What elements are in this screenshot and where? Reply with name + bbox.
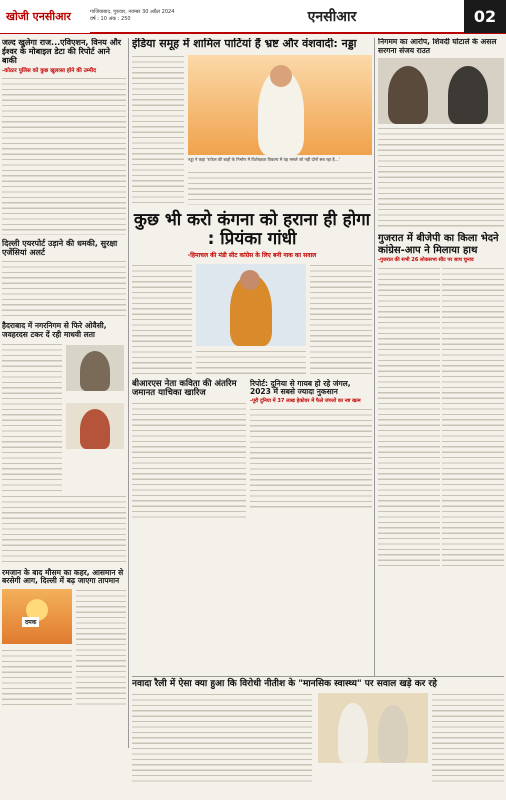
masthead-meta (90, 9, 200, 23)
forest-story (250, 380, 372, 508)
left-body-2 (2, 260, 126, 318)
left-body-4 (76, 589, 126, 709)
section-title: एनसीआर (307, 8, 357, 25)
nadda-body-1 (132, 55, 184, 205)
nadda-caption: नड्डा ने कहा 'राफेल की बाहों के निर्माण में विशेषज्ञता विकल्प में यह मसले जो नहीं दोनों सब रहा है...' (188, 156, 340, 162)
nitish-story-block (132, 693, 504, 785)
priyanka-photo (196, 264, 306, 346)
priyanka-headline: कुछ भी करो कंगना को हराना ही होगा : प्रियंका गांधी (133, 209, 371, 250)
kavitha-body (132, 402, 246, 520)
center-column (132, 38, 372, 748)
nitish-headline: नवादा रैली में ऐसा क्या हुआ कि विरोधी नीतीश के "मानसिक स्वास्थ्य" पर सवाल खड़े कर रहे (132, 679, 437, 689)
left-body-4b (2, 649, 72, 709)
left-headline-4: रमजान के बाद मौसम का कहर, आसमान से बरसेगी आग, दिल्ली में बढ़ जाएगा तापमान (2, 567, 124, 586)
masthead-issue: वर्ष : 10 अंक : 250 (90, 16, 131, 22)
forest-headline: रिपोर्ट: दुनिया से गायब हो रहे जंगल, 2023 में सबसे ज्यादा नुकसान (250, 378, 351, 397)
left-body-1 (2, 77, 126, 235)
nadda-photo (188, 55, 372, 155)
bottom-strip (132, 676, 504, 798)
nitish-photo (318, 693, 428, 763)
right-column (378, 38, 504, 748)
kavitha-story (132, 380, 246, 521)
priyanka-body-2 (196, 350, 306, 374)
right-body-2b (442, 267, 504, 567)
kavitha-headline: बीआरएस नेता कविता की अंतरिम जमानत याचिका खारिज (132, 378, 237, 399)
right-body-1 (378, 127, 504, 227)
left-headline-1: जल्द खुलेगा राज...एविएशन, विनय और ईश्वर के मोबाइल डेटा की रिपोर्ट आने बाकी (2, 38, 122, 66)
nadda-headline: इंडिया समूह में शामिल पार्टियां हैं भ्रष्ट और वंशवादी: नड्डा (132, 38, 357, 50)
forest-body (250, 408, 372, 508)
right-headline-1: निगमम का आरोप, शिवदी घोटाले के असल सरगना संजय राउत (378, 38, 497, 55)
priyanka-body-1 (132, 264, 192, 374)
left-story-4-block (2, 589, 126, 709)
lower-center-block (132, 380, 372, 530)
priyanka-subhead: -हिमाचल की मंडी सीट कांग्रेस के लिए बनी नाक का सवाल (187, 251, 317, 259)
masthead-date: गाजियाबाद, गुरुवार, नवम्बर 30 अप्रैल 2024 (90, 9, 175, 15)
dmak-chip: दमक (22, 617, 39, 627)
nadda-body-2 (188, 171, 372, 205)
left-column (2, 38, 126, 798)
right-story-2-block (378, 267, 504, 567)
priyanka-story-block (132, 264, 372, 374)
page-number: 02 (464, 0, 506, 33)
masthead (0, 0, 506, 34)
right-body-2a (378, 267, 440, 567)
raut-photo (378, 58, 504, 124)
nitish-body (132, 693, 312, 785)
newspaper-logo: खोजी एनसीआर (0, 0, 90, 33)
right-headline-2: गुजरात में बीजेपी का किला भेदने कांग्रेस-आप ने मिलाया हाथ (378, 233, 499, 256)
forest-subhead: -पूरी दुनिया में 37 लाख हेक्टेयर में फैले जंगलों का नष्ट खत्म (250, 397, 361, 404)
left-subhead-1: -कोठार पुलिस को कुछ खुलासा होने की उम्मीद (2, 67, 97, 74)
priyanka-body-3 (310, 264, 372, 374)
right-subhead-2: -गुजरात की सभी 26 लोकसभा सीट पर साथ चुनाव (378, 257, 474, 264)
left-body-3 (2, 343, 62, 493)
madhavi-photo (66, 403, 124, 449)
left-body-3b (2, 495, 126, 565)
nadda-story-block (132, 55, 372, 205)
owaisi-photo (66, 345, 124, 391)
left-story-3-block (2, 343, 126, 493)
left-headline-3: हैदराबाद में नगरनिगम से फिरे ओवैसी, जवहरदस टकर दें रही माधवी लता (2, 321, 107, 339)
left-headline-2: दिल्ली एयरपोर्ट उड़ाने की धमकी, सुरक्षा एजेंसियां अलर्ट (2, 238, 118, 258)
nitish-body-2 (432, 693, 504, 785)
